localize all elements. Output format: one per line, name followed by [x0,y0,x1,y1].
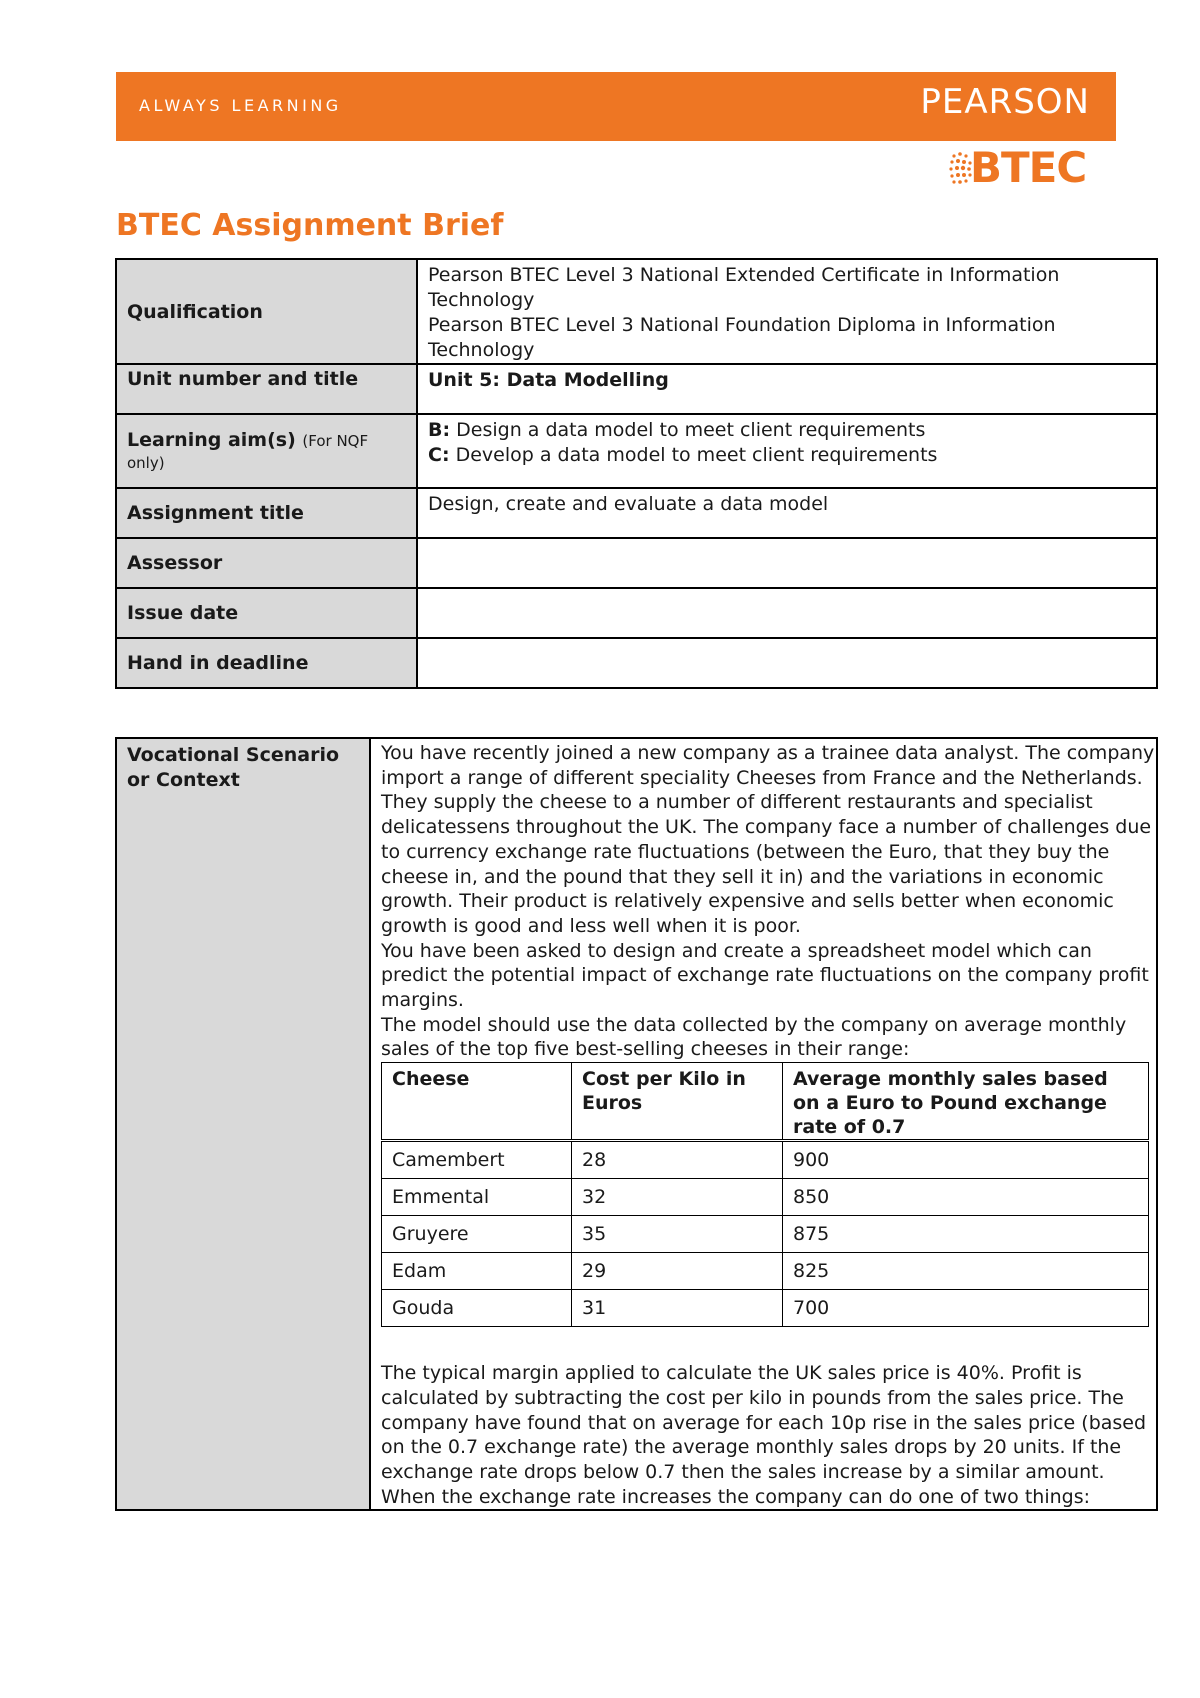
cell-cheese: Gouda [382,1290,572,1327]
table-row [382,1179,1149,1216]
qualification-value [417,259,1157,364]
row-deadline [116,638,1157,688]
assessor-value [417,538,1157,588]
table-row [382,1253,1149,1290]
unit-label: Unit number and title [116,364,417,414]
cell-sales: 700 [783,1290,1149,1327]
table-row [382,1141,1149,1179]
aim-c [428,443,1146,468]
cell-cost: 31 [572,1290,783,1327]
cheese-table [381,1062,1149,1327]
table-row [382,1290,1149,1327]
assignment-value: Design, create and evaluate a data model [417,488,1157,538]
aim-c-text: Develop a data model to meet client requirements [455,444,938,466]
row-scenario [116,738,1157,1510]
cell-cheese: Gruyere [382,1216,572,1253]
scenario-paragraph: When the exchange rate increases the company can do one of two things: [381,1485,1091,1508]
scenario-body [370,738,1157,1510]
aim-b-code: B: [428,419,451,441]
row-unit [116,364,1157,414]
header-cheese: Cheese [382,1063,572,1141]
scenario-table [115,737,1158,1511]
row-qualification [116,259,1157,364]
spacer [381,1327,1156,1361]
deadline-value [417,638,1157,688]
scenario-paragraph: You have been asked to design and create a spreadsheet model which can predict the potential impact of exchange rate fluctuations on the company profit margins. [381,939,1149,1012]
table-row [382,1216,1149,1253]
cell-cheese: Emmental [382,1179,572,1216]
scenario-paragraph: You have recently joined a new company as a trainee data analyst. The company import a range of different speciality Cheeses from France and the Netherlands. They supply the cheese to a number of different restaurants and specialist delicatessens throughout the UK. The company face a number of challenges due to currency exchange rate fluctuations (between the Euro, that they buy the cheese in, and the pound that they sell it in) and the variations in economic growth. Their product is relatively expensive and sells better when economic growth is good and less well when it is poor. [381,742,1155,937]
row-assessor [116,538,1157,588]
cell-cheese: Camembert [382,1141,572,1179]
page-title: BTEC Assignment Brief [116,208,504,243]
deadline-label: Hand in deadline [116,638,417,688]
row-assignment [116,488,1157,538]
cell-sales: 900 [783,1141,1149,1179]
scenario-label: Vocational Scenario or Context [116,738,370,1510]
btec-logo [948,143,1098,192]
assignment-label: Assignment title [116,488,417,538]
assessor-label: Assessor [116,538,417,588]
qualification-label: Qualification [116,259,417,364]
brief-table [115,258,1158,689]
btec-wordmark: BTEC [970,143,1087,192]
aims-label-text: Learning aim(s) [127,429,296,451]
cheese-header-row [382,1063,1149,1141]
header-banner [116,72,1116,141]
aim-c-code: C: [428,444,450,466]
cell-cost: 29 [572,1253,783,1290]
header-sales: Average monthly sales based on a Euro to Pound exchange rate of 0.7 [783,1063,1149,1141]
cheese-table-wrap [381,1062,1156,1327]
aims-value [417,414,1157,488]
tagline: ALWAYS LEARNING [139,96,342,115]
scenario-paragraph: The typical margin applied to calculate the UK sales price is 40%. Profit is calculated by subtracting the cost per kilo in pounds from the sales price. The company have found that on average for each 10p rise in the sales price (based on the 0.7 exchange rate) the average monthly sales drops by 20 units. If the exchange rate drops below 0.7 then the sales increase by a similar amount. [381,1362,1147,1483]
cell-sales: 850 [783,1179,1149,1216]
aim-b-text: Design a data model to meet client requirements [456,419,926,441]
cell-cost: 32 [572,1179,783,1216]
issue-date-value [417,588,1157,638]
qualification-line: Pearson BTEC Level 3 National Extended Certificate in Information Technology [428,264,1060,311]
aim-b [428,418,1146,443]
cell-cost: 35 [572,1216,783,1253]
cell-cost: 28 [572,1141,783,1179]
qualification-line: Pearson BTEC Level 3 National Foundation Diploma in Information Technology [428,314,1056,361]
scenario-paragraph: The model should use the data collected by the company on average monthly sales of the top five best-selling cheeses in their range: [381,1013,1127,1061]
issue-date-label: Issue date [116,588,417,638]
unit-value: Unit 5: Data Modelling [417,364,1157,414]
aims-label [116,414,417,488]
header-cost: Cost per Kilo in Euros [572,1063,783,1141]
row-aims [116,414,1157,488]
row-issue-date [116,588,1157,638]
cell-sales: 875 [783,1216,1149,1253]
aims-note: (For NQF only) [127,432,369,472]
cell-sales: 825 [783,1253,1149,1290]
pearson-logo: PEARSON [920,82,1090,122]
cell-cheese: Edam [382,1253,572,1290]
